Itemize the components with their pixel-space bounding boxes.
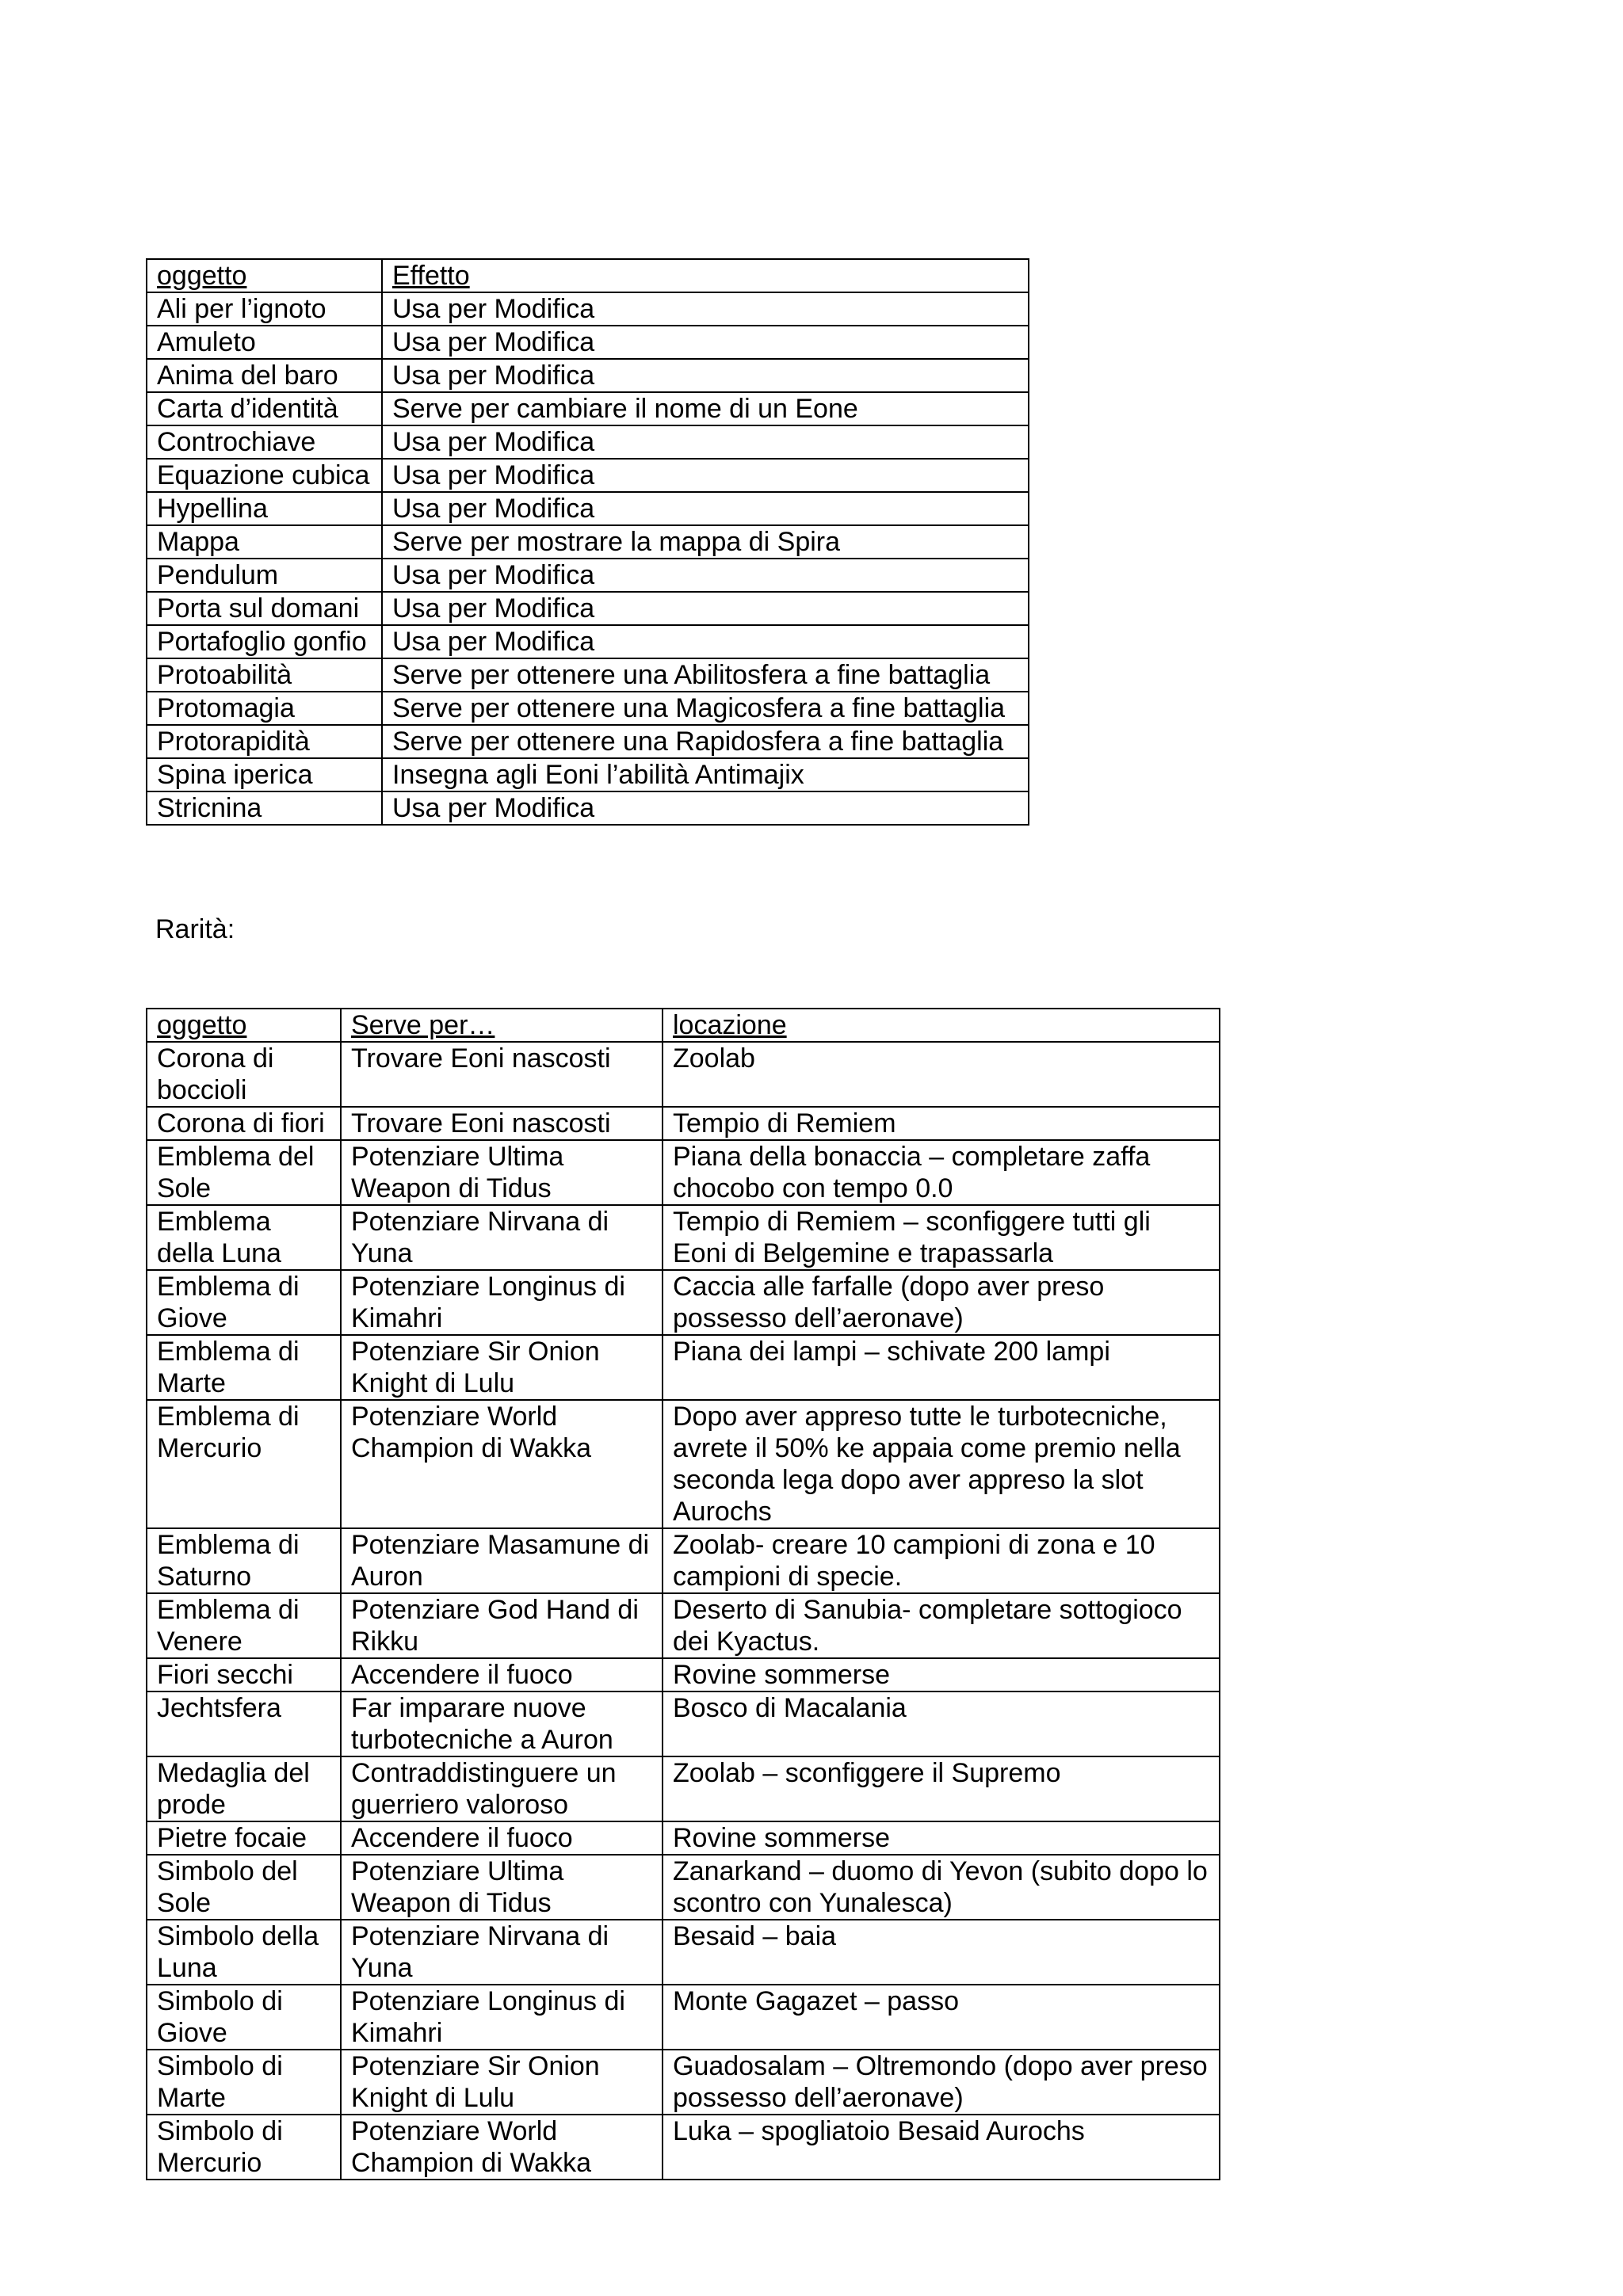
table-row (147, 725, 1029, 758)
item-name-cell: Emblema di Marte (147, 1335, 341, 1400)
item-effect-cell: Serve per cambiare il nome di un Eone (382, 392, 1029, 425)
item-name-cell: Protorapidità (147, 725, 382, 758)
header-oggetto: oggetto (147, 259, 382, 292)
table-row (147, 1855, 1220, 1920)
item-name-cell: Emblema di Venere (147, 1593, 341, 1658)
item-effect-cell: Usa per Modifica (382, 425, 1029, 459)
item-purpose-cell: Potenziare Ultima Weapon di Tidus (341, 1140, 663, 1205)
item-location-cell: Zoolab – sconfiggere il Supremo (663, 1756, 1220, 1821)
table-row (147, 292, 1029, 326)
table-row (147, 1920, 1220, 1985)
item-name-cell: Emblema di Giove (147, 1270, 341, 1335)
item-effect-cell: Usa per Modifica (382, 459, 1029, 492)
item-location-cell: Piana della bonaccia – completare zaffa chocobo con tempo 0.0 (663, 1140, 1220, 1205)
item-effect-cell: Serve per ottenere una Abilitosfera a fine battaglia (382, 658, 1029, 692)
item-name-cell: Fiori secchi (147, 1658, 341, 1691)
item-name-cell: Simbolo di Marte (147, 2050, 341, 2115)
item-effect-cell: Serve per ottenere una Magicosfera a fine battaglia (382, 692, 1029, 725)
item-name-cell: Controchiave (147, 425, 382, 459)
item-location-cell: Zanarkand – duomo di Yevon (subito dopo lo scontro con Yunalesca) (663, 1855, 1220, 1920)
items-effect-table (146, 258, 1029, 826)
item-location-cell: Rovine sommerse (663, 1821, 1220, 1855)
item-effect-cell: Serve per ottenere una Rapidosfera a fine battaglia (382, 725, 1029, 758)
item-name-cell: Carta d’identità (147, 392, 382, 425)
table-row (147, 692, 1029, 725)
item-purpose-cell: Potenziare Nirvana di Yuna (341, 1920, 663, 1985)
item-location-cell: Piana dei lampi – schivate 200 lampi (663, 1335, 1220, 1400)
item-name-cell: Emblema della Luna (147, 1205, 341, 1270)
table-row (147, 2050, 1220, 2115)
table-row (147, 1593, 1220, 1658)
item-effect-cell: Usa per Modifica (382, 292, 1029, 326)
rarity-items-table (146, 1008, 1220, 2180)
table-row (147, 758, 1029, 791)
table-row (147, 1140, 1220, 1205)
item-name-cell: Emblema di Mercurio (147, 1400, 341, 1528)
table-row (147, 326, 1029, 359)
item-name-cell: Portafoglio gonfio (147, 625, 382, 658)
table-row (147, 1042, 1220, 1107)
table-row (147, 1658, 1220, 1691)
item-name-cell: Stricnina (147, 791, 382, 825)
item-purpose-cell: Contraddistinguere un guerriero valoroso (341, 1756, 663, 1821)
table-row (147, 392, 1029, 425)
item-purpose-cell: Trovare Eoni nascosti (341, 1107, 663, 1140)
item-purpose-cell: Potenziare God Hand di Rikku (341, 1593, 663, 1658)
item-location-cell: Dopo aver appreso tutte le turbotecniche, avrete il 50% ke appaia come premio nella seconda lega dopo aver appreso la slot Aurochs (663, 1400, 1220, 1528)
item-effect-cell: Insegna agli Eoni l’abilità Antimajix (382, 758, 1029, 791)
item-effect-cell: Usa per Modifica (382, 559, 1029, 592)
item-location-cell: Zoolab (663, 1042, 1220, 1107)
item-purpose-cell: Potenziare Nirvana di Yuna (341, 1205, 663, 1270)
item-location-cell: Tempio di Remiem – sconfiggere tutti gli Eoni di Belgemine e trapassarla (663, 1205, 1220, 1270)
table-row (147, 559, 1029, 592)
table-header-row (147, 1009, 1220, 1042)
header-effetto: Effetto (382, 259, 1029, 292)
item-purpose-cell: Accendere il fuoco (341, 1658, 663, 1691)
table-row (147, 592, 1029, 625)
item-purpose-cell: Far imparare nuove turbotecniche a Auron (341, 1691, 663, 1756)
item-location-cell: Besaid – baia (663, 1920, 1220, 1985)
item-name-cell: Ali per l’ignoto (147, 292, 382, 326)
item-purpose-cell: Potenziare Longinus di Kimahri (341, 1985, 663, 2050)
item-purpose-cell: Potenziare Sir Onion Knight di Lulu (341, 1335, 663, 1400)
item-name-cell: Protomagia (147, 692, 382, 725)
item-name-cell: Corona di fiori (147, 1107, 341, 1140)
table-row (147, 625, 1029, 658)
item-purpose-cell: Accendere il fuoco (341, 1821, 663, 1855)
header-serve-per: Serve per… (341, 1009, 663, 1042)
item-effect-cell: Usa per Modifica (382, 625, 1029, 658)
item-name-cell: Spina iperica (147, 758, 382, 791)
item-location-cell: Rovine sommerse (663, 1658, 1220, 1691)
item-name-cell: Pendulum (147, 559, 382, 592)
item-name-cell: Corona di boccioli (147, 1042, 341, 1107)
item-name-cell: Medaglia del prode (147, 1756, 341, 1821)
table-row (147, 1107, 1220, 1140)
item-name-cell: Hypellina (147, 492, 382, 525)
item-effect-cell: Usa per Modifica (382, 326, 1029, 359)
table-row (147, 459, 1029, 492)
item-effect-cell: Usa per Modifica (382, 791, 1029, 825)
header-locazione: locazione (663, 1009, 1220, 1042)
item-purpose-cell: Potenziare Longinus di Kimahri (341, 1270, 663, 1335)
item-name-cell: Protoabilità (147, 658, 382, 692)
item-name-cell: Amuleto (147, 326, 382, 359)
item-name-cell: Simbolo della Luna (147, 1920, 341, 1985)
item-name-cell: Anima del baro (147, 359, 382, 392)
item-name-cell: Simbolo del Sole (147, 1855, 341, 1920)
table-header-row (147, 259, 1029, 292)
item-effect-cell: Usa per Modifica (382, 492, 1029, 525)
table-row (147, 359, 1029, 392)
item-name-cell: Jechtsfera (147, 1691, 341, 1756)
item-purpose-cell: Potenziare Sir Onion Knight di Lulu (341, 2050, 663, 2115)
table-row (147, 1205, 1220, 1270)
table-row (147, 1528, 1220, 1593)
table-row (147, 1821, 1220, 1855)
table-row (147, 425, 1029, 459)
item-location-cell: Guadosalam – Oltremondo (dopo aver preso possesso dell’aeronave) (663, 2050, 1220, 2115)
table-row (147, 1985, 1220, 2050)
item-purpose-cell: Potenziare World Champion di Wakka (341, 2115, 663, 2180)
table-row (147, 791, 1029, 825)
table-row (147, 2115, 1220, 2180)
item-name-cell: Equazione cubica (147, 459, 382, 492)
item-purpose-cell: Trovare Eoni nascosti (341, 1042, 663, 1107)
item-name-cell: Pietre focaie (147, 1821, 341, 1855)
rarity-heading: Rarità: (155, 914, 235, 944)
item-name-cell: Mappa (147, 525, 382, 559)
table-row (147, 492, 1029, 525)
item-effect-cell: Usa per Modifica (382, 592, 1029, 625)
item-effect-cell: Serve per mostrare la mappa di Spira (382, 525, 1029, 559)
table-row (147, 1691, 1220, 1756)
item-location-cell: Deserto di Sanubia- completare sottogioco dei Kyactus. (663, 1593, 1220, 1658)
table-row (147, 658, 1029, 692)
item-name-cell: Simbolo di Mercurio (147, 2115, 341, 2180)
item-location-cell: Monte Gagazet – passo (663, 1985, 1220, 2050)
item-location-cell: Bosco di Macalania (663, 1691, 1220, 1756)
table-row (147, 525, 1029, 559)
table-row (147, 1335, 1220, 1400)
item-name-cell: Porta sul domani (147, 592, 382, 625)
table-row (147, 1756, 1220, 1821)
table-row (147, 1270, 1220, 1335)
item-purpose-cell: Potenziare World Champion di Wakka (341, 1400, 663, 1528)
item-name-cell: Emblema di Saturno (147, 1528, 341, 1593)
item-name-cell: Emblema del Sole (147, 1140, 341, 1205)
item-purpose-cell: Potenziare Masamune di Auron (341, 1528, 663, 1593)
item-location-cell: Zoolab- creare 10 campioni di zona e 10 campioni di specie. (663, 1528, 1220, 1593)
item-location-cell: Caccia alle farfalle (dopo aver preso possesso dell’aeronave) (663, 1270, 1220, 1335)
item-purpose-cell: Potenziare Ultima Weapon di Tidus (341, 1855, 663, 1920)
header-oggetto: oggetto (147, 1009, 341, 1042)
item-effect-cell: Usa per Modifica (382, 359, 1029, 392)
item-name-cell: Simbolo di Giove (147, 1985, 341, 2050)
table-row (147, 1400, 1220, 1528)
item-location-cell: Luka – spogliatoio Besaid Aurochs (663, 2115, 1220, 2180)
item-location-cell: Tempio di Remiem (663, 1107, 1220, 1140)
